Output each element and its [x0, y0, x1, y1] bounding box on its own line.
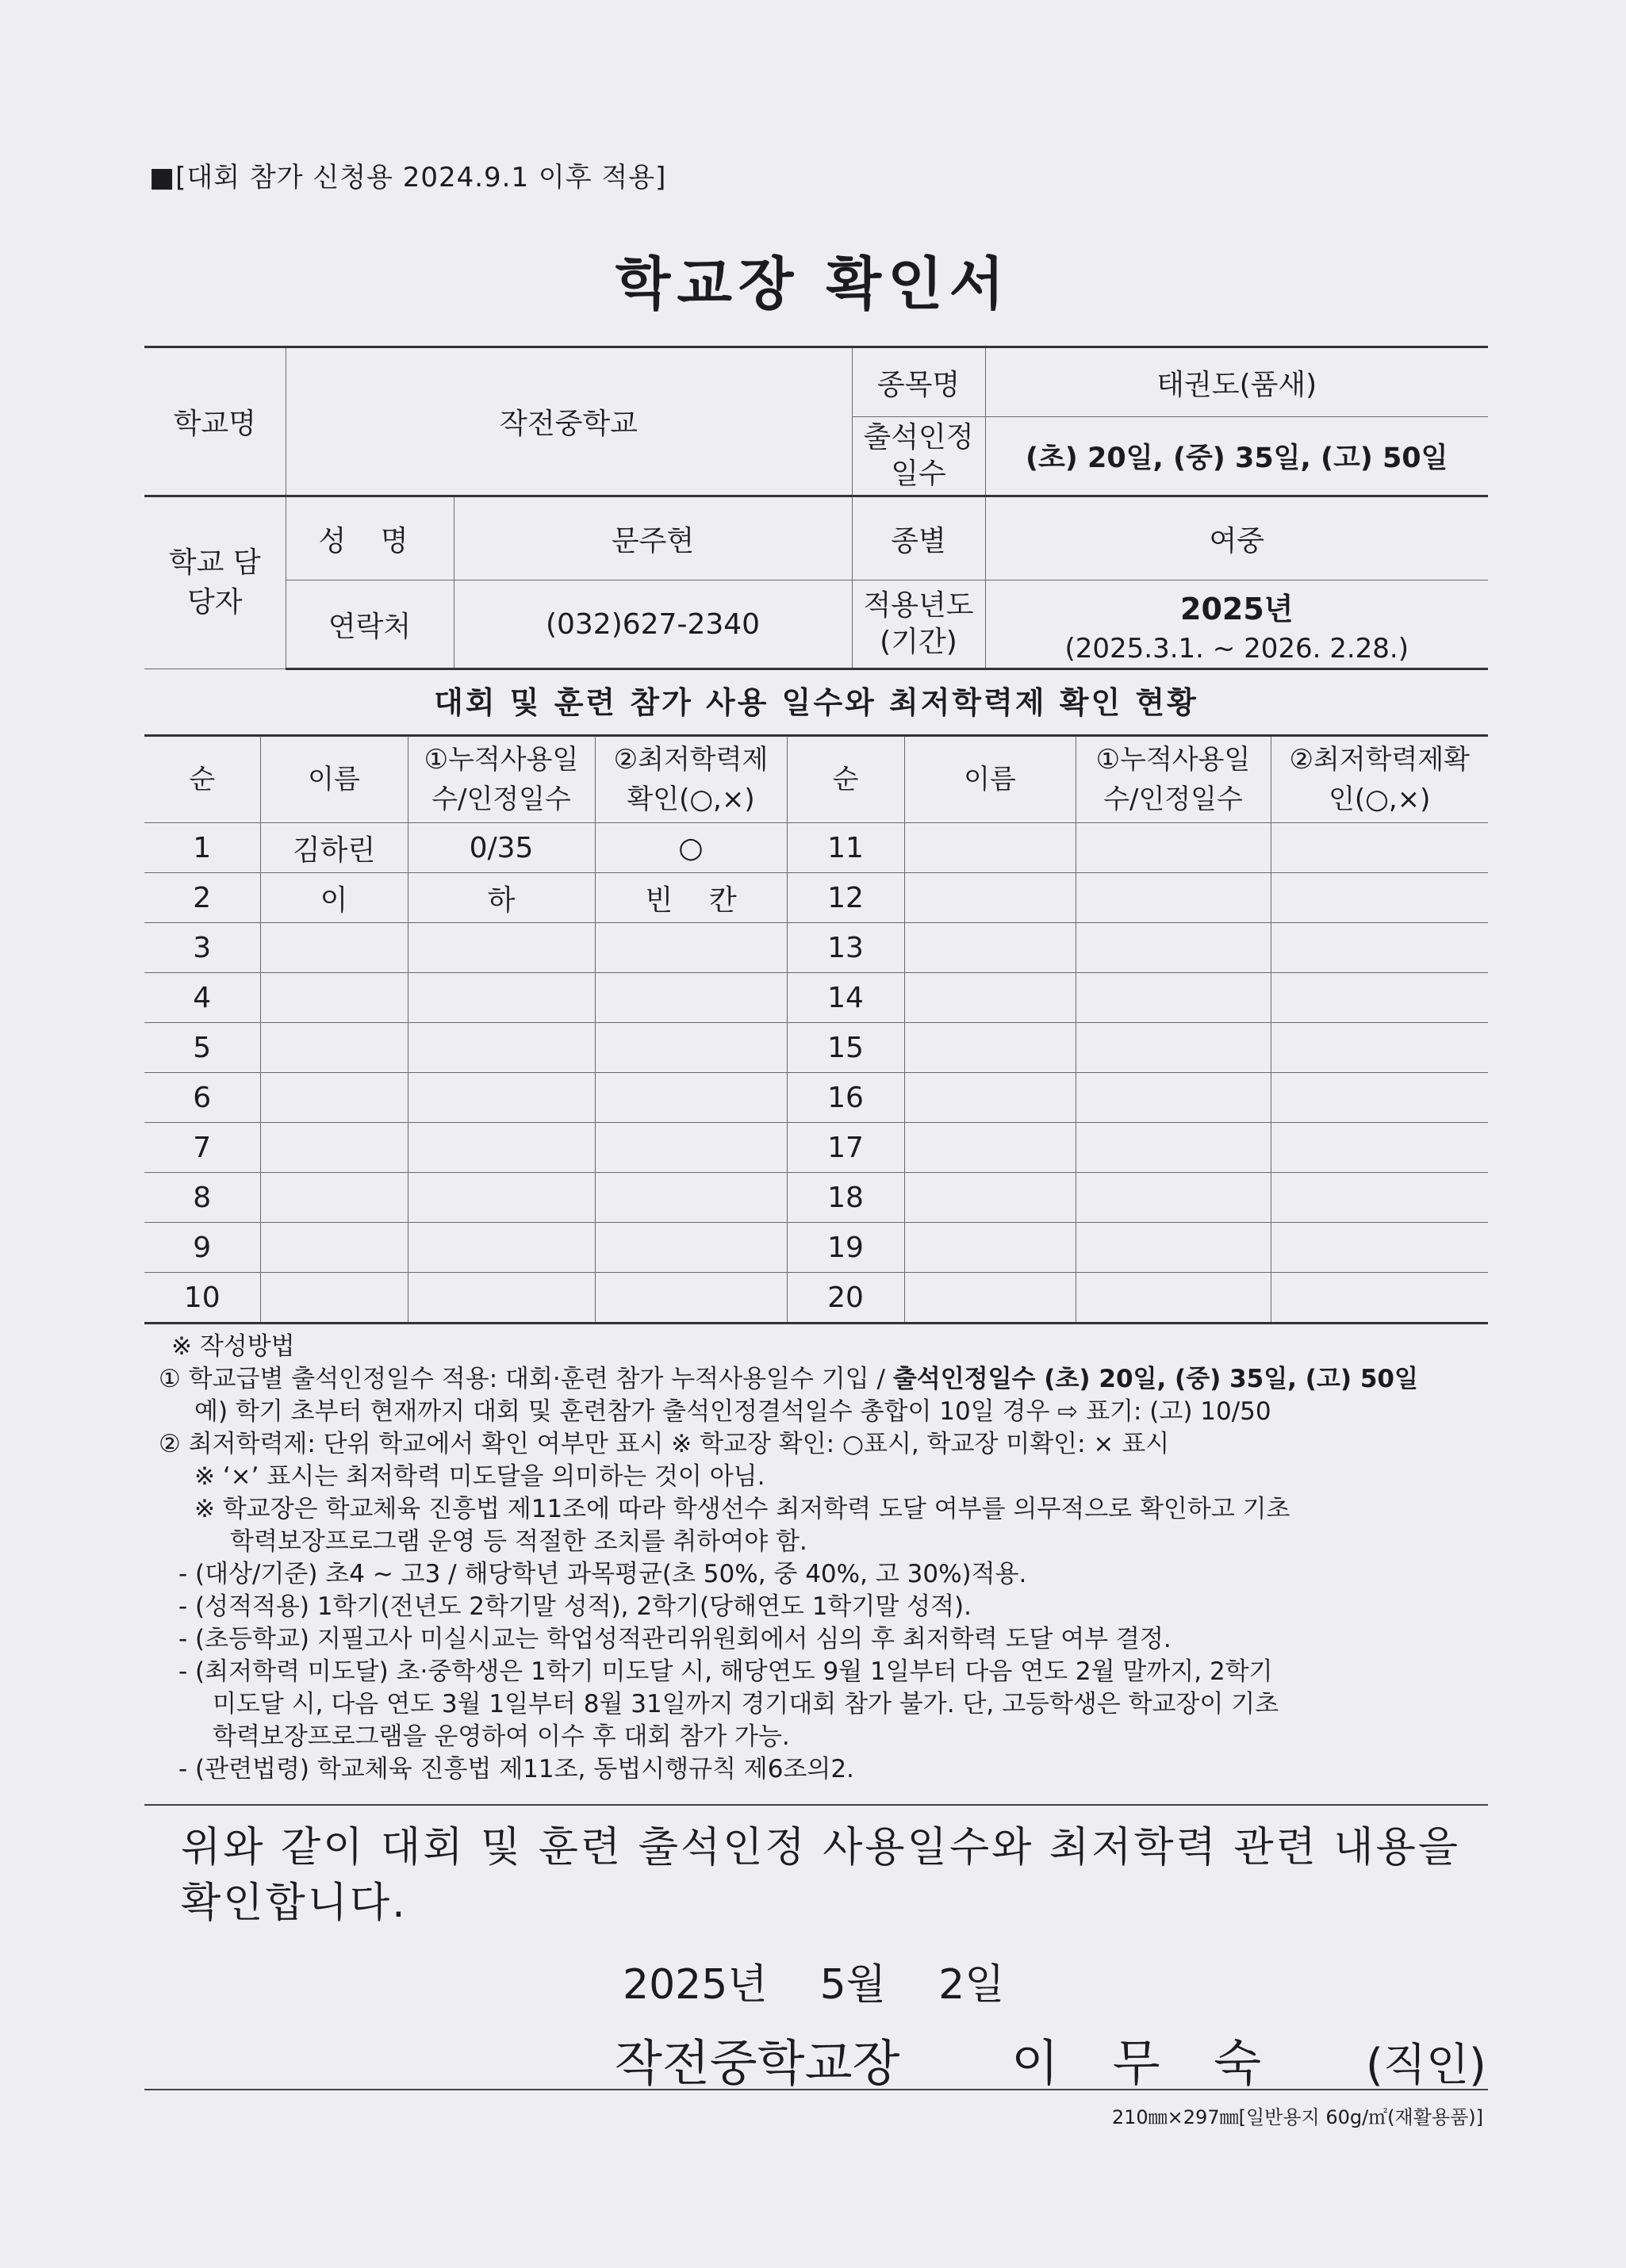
minimum-check	[1271, 1223, 1488, 1273]
row-number: 9	[144, 1223, 260, 1273]
category-label: 종별	[852, 496, 985, 580]
divider	[144, 2089, 1488, 2090]
row-number: 7	[144, 1123, 260, 1173]
athlete-name	[904, 1173, 1076, 1223]
days-used	[1076, 1173, 1271, 1223]
days-used: 0/35	[408, 823, 595, 873]
days-used	[408, 1123, 595, 1173]
table-row	[144, 823, 1488, 873]
minimum-check	[1271, 1023, 1488, 1073]
table-row	[144, 1223, 1488, 1273]
athlete-name	[904, 823, 1076, 873]
days-used	[408, 1223, 595, 1273]
days-used	[408, 1173, 595, 1223]
row-number: 15	[787, 1023, 904, 1073]
year-cell	[985, 580, 1488, 669]
table-row	[144, 923, 1488, 973]
minimum-check	[1271, 923, 1488, 973]
instruction-text: ① 학교급별 출석인정일수 적용: 대회·훈련 참가 누적사용일수 기입 /	[159, 1365, 893, 1393]
school-label: 학교명	[144, 347, 286, 496]
col-days-right: ①누적사용일수/인정일수	[1076, 736, 1271, 823]
contact-label: 연락처	[286, 580, 454, 669]
table-row	[144, 873, 1488, 923]
minimum-check	[1271, 1073, 1488, 1123]
col-name-right: 이름	[904, 736, 1076, 823]
school-info-table	[144, 346, 1488, 670]
minimum-check	[595, 1123, 787, 1173]
minimum-check	[1271, 973, 1488, 1023]
confirmation-line: 위와 같이 대회 및 훈련 출석인정 사용일수와 최저학력 관련 내용을	[181, 1824, 1461, 1871]
table-header-row	[144, 736, 1488, 823]
name-label: 성 명	[286, 496, 454, 580]
official-seal: (직인)	[1366, 2040, 1486, 2091]
attendance-value: (초) 20일, (중) 35일, (고) 50일	[985, 417, 1488, 496]
instruction-line: ※ 학교장은 학교체육 진흥법 제11조에 따라 학생선수 최저학력 도달 여부를 의무적으로 확인하고 기초	[194, 1495, 1290, 1523]
days-used	[408, 1273, 595, 1324]
section-title: 대회 및 훈련 참가 사용 일수와 최저학력제 확인 현황	[434, 685, 1198, 720]
minimum-check	[1271, 1173, 1488, 1223]
confirmation-text	[181, 1820, 1498, 1931]
days-used	[1076, 1023, 1271, 1073]
days-used	[1076, 1073, 1271, 1123]
row-number: 10	[144, 1273, 260, 1324]
athlete-name	[260, 1173, 408, 1223]
athlete-name	[904, 923, 1076, 973]
instruction-line: 학력보장프로그램 운영 등 적절한 조치를 취하여야 함.	[230, 1527, 807, 1556]
row-number: 19	[787, 1223, 904, 1273]
instruction-line: - (초등학교) 지필고사 미실시교는 학업성적관리위원회에서 심의 후 최저학력 도달 여부 결정.	[178, 1625, 1172, 1653]
application-note: ■[대회 참가 신청용 2024.9.1 이후 적용]	[149, 162, 667, 193]
table-row	[144, 1073, 1488, 1123]
minimum-check	[595, 973, 787, 1023]
divider	[144, 1804, 1488, 1806]
row-number: 8	[144, 1173, 260, 1223]
event-value: 태권도(품새)	[985, 347, 1488, 417]
athlete-name	[260, 1023, 408, 1073]
athlete-name	[904, 1223, 1076, 1273]
instruction-emphasis: 출석인정일수 (초) 20일, (중) 35일, (고) 50일	[892, 1365, 1418, 1393]
instruction-line: 학력보장프로그램을 운영하여 이수 후 대회 참가 가능.	[213, 1722, 790, 1751]
athlete-name: 김하린	[260, 823, 408, 873]
issue-date: 2025년 5월 2일	[623, 1961, 1005, 2009]
col-check-left: ②최저학력제확인(○,×)	[595, 736, 787, 823]
days-used	[1076, 923, 1271, 973]
minimum-check	[595, 1023, 787, 1073]
days-used	[1076, 1123, 1271, 1173]
minimum-check	[595, 1073, 787, 1123]
year-label: 적용년도 (기간)	[852, 580, 985, 669]
row-number: 14	[787, 973, 904, 1023]
row-number: 12	[787, 873, 904, 923]
minimum-check	[1271, 873, 1488, 923]
row-number: 20	[787, 1273, 904, 1324]
minimum-check: 빈 칸	[595, 873, 787, 923]
document-title: 학교장 확인서	[615, 251, 1011, 317]
table-row	[144, 1273, 1488, 1324]
athlete-name	[904, 1073, 1076, 1123]
row-number: 4	[144, 973, 260, 1023]
col-no-left: 순	[144, 736, 260, 823]
athlete-name	[260, 1073, 408, 1123]
days-used	[408, 1073, 595, 1123]
athlete-name	[260, 1273, 408, 1324]
days-used	[1076, 873, 1271, 923]
row-number: 6	[144, 1073, 260, 1123]
athlete-status-table	[144, 734, 1488, 1324]
minimum-check	[595, 1273, 787, 1324]
minimum-check	[1271, 823, 1488, 873]
athlete-name	[260, 1123, 408, 1173]
minimum-check	[1271, 1273, 1488, 1324]
days-used	[408, 1023, 595, 1073]
row-number: 3	[144, 923, 260, 973]
athlete-name	[260, 973, 408, 1023]
school-name: 작전중학교	[286, 347, 852, 496]
athlete-name	[904, 1023, 1076, 1073]
row-number: 18	[787, 1173, 904, 1223]
minimum-check	[595, 1173, 787, 1223]
days-used	[1076, 1223, 1271, 1273]
row-number: 5	[144, 1023, 260, 1073]
instruction-line: - (성적적용) 1학기(전년도 2학기말 성적), 2학기(당해연도 1학기말 성적).	[178, 1592, 972, 1621]
col-no-right: 순	[787, 736, 904, 823]
table-row	[144, 1023, 1488, 1073]
instructions	[159, 1331, 1499, 1786]
instruction-line: - (대상/기준) 초4 ~ 고3 / 해당학년 과목평균(초 50%, 중 40%, 고 30%)적용.	[178, 1560, 1027, 1588]
minimum-check	[595, 1223, 787, 1273]
col-check-right: ②최저학력제확인(○,×)	[1271, 736, 1488, 823]
instruction-line: - (관련법령) 학교체육 진흥법 제11조, 동법시행규칙 제6조의2.	[178, 1755, 854, 1783]
athlete-name	[260, 923, 408, 973]
confirmation-line: 확인합니다.	[181, 1879, 408, 1927]
year-value: 2025년	[1180, 591, 1294, 626]
days-used	[1076, 823, 1271, 873]
instruction-line: 미도달 시, 다음 연도 3월 1일부터 8월 31일까지 경기대회 참가 불가. 단, 고등학생은 학교장이 기초	[213, 1690, 1279, 1718]
minimum-check	[595, 923, 787, 973]
athlete-name	[904, 1273, 1076, 1324]
instruction-line: - (최저학력 미도달) 초·중학생은 1학기 미도달 시, 해당연도 9월 1일부터 다음 연도 2월 말까지, 2학기	[178, 1657, 1273, 1686]
name-value: 문주현	[454, 496, 852, 580]
instruction-line	[159, 1363, 1499, 1396]
paper-spec: 210㎜×297㎜[일반용지 60g/㎡(재활용품)]	[1111, 2106, 1483, 2128]
period-value: (2025.3.1. ~ 2026. 2.28.)	[1064, 632, 1409, 665]
days-used	[408, 973, 595, 1023]
days-used	[408, 923, 595, 973]
principal-name: 이 무 숙	[1011, 2034, 1281, 2092]
athlete-name	[904, 1123, 1076, 1173]
table-row	[144, 1173, 1488, 1223]
category-value: 여중	[985, 496, 1488, 580]
athlete-name	[904, 973, 1076, 1023]
athlete-name	[904, 873, 1076, 923]
row-number: 16	[787, 1073, 904, 1123]
attendance-label: 출석인정 일수	[852, 417, 985, 496]
row-number: 2	[144, 873, 260, 923]
minimum-check	[1271, 1123, 1488, 1173]
signer-title: 작전중학교장	[615, 2034, 900, 2092]
instruction-line: 예) 학기 초부터 현재까지 대회 및 훈련참가 출석인정결석일수 총합이 10일 경우 ⇨ 표기: (고) 10/50	[194, 1397, 1271, 1426]
table-row	[144, 1123, 1488, 1173]
row-number: 1	[144, 823, 260, 873]
days-used	[1076, 973, 1271, 1023]
col-days-left: ①누적사용일수/인정일수	[408, 736, 595, 823]
row-number: 17	[787, 1123, 904, 1173]
event-label: 종목명	[852, 347, 985, 417]
athlete-name: 이	[260, 873, 408, 923]
instructions-heading: ※ 작성방법	[171, 1332, 295, 1361]
instruction-line: ② 최저학력제: 단위 학교에서 확인 여부만 표시 ※ 학교장 확인: ○표시, 학교장 미확인: × 표시	[159, 1430, 1170, 1458]
table-row	[144, 973, 1488, 1023]
instruction-line: ※ ‘×’ 표시는 최저학력 미도달을 의미하는 것이 아님.	[194, 1462, 765, 1491]
athlete-name	[260, 1223, 408, 1273]
minimum-check: ○	[595, 823, 787, 873]
manager-label: 학교 담당자	[144, 496, 286, 669]
days-used: 하	[408, 873, 595, 923]
days-used	[1076, 1273, 1271, 1324]
col-name-left: 이름	[260, 736, 408, 823]
row-number: 13	[787, 923, 904, 973]
contact-value: (032)627-2340	[454, 580, 852, 669]
row-number: 11	[787, 823, 904, 873]
